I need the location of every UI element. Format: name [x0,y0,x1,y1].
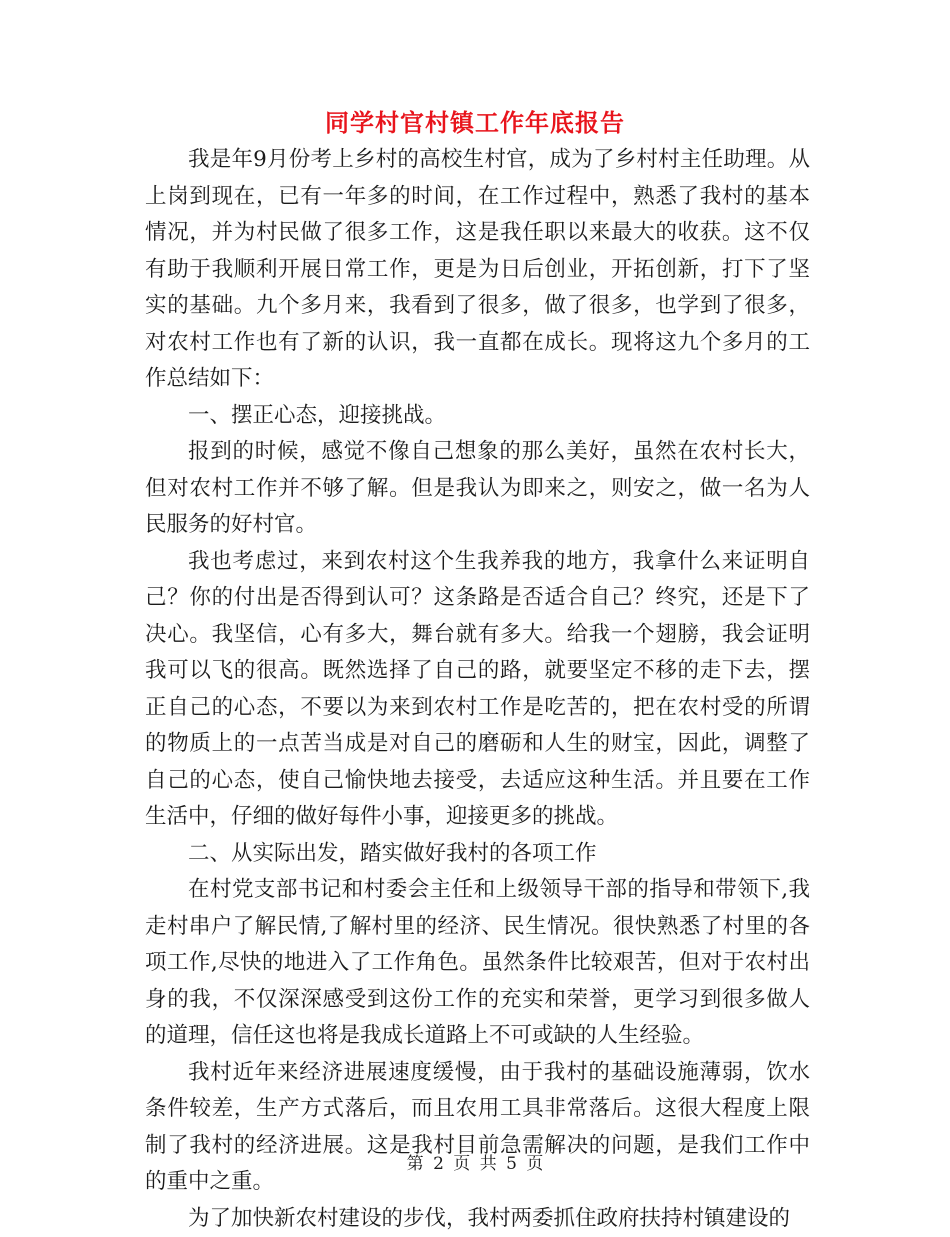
section-heading-2: 二、从实际出发，踏实做好我村的各项工作 [145,836,810,873]
paragraph-intro: 我是年9月份考上乡村的高校生村官，成为了乡村村主任助理。从上岗到现在，已有一年多的时间，在工作过程中，熟悉了我村的基本情况，并为村民做了很多工作，这是我任职以来最大的收获。这不仅有助于我顺利开展日常工作，更是为日后创业，开拓创新，打下了坚实的基础。九个多月来，我看到了很多，做了很多，也学到了很多，对农村工作也有了新的认识，我一直都在成长。现将这九个多月的工作总结如下： [145,142,810,398]
document-title: 同学村官村镇工作年底报告 [145,106,805,140]
paragraph-construction: 为了加快新农村建设的步伐，我村两委抓住政府扶持村镇建设的 [145,1201,810,1237]
paragraph-reporting: 报到的时候，感觉不像自己想象的那么美好，虽然在农村长大，但对农村工作并不够了解。但是我认为即来之，则安之，做一名为人民服务的好村官。 [145,434,810,544]
paragraph-economy: 我村近年来经济进展速度缓慢，由于我村的基础设施薄弱，饮水条件较差，生产方式落后，而且农用工具非常落后。这很大程度上限制了我村的经济进展。这是我村目前急需解决的问题，是我们工作中的重中之重。 [145,1055,810,1201]
paragraph-mindset: 我也考虑过，来到农村这个生我养我的地方，我拿什么来证明自己？你的付出是否得到认可？这条路是否适合自己？终究，还是下了决心。我坚信，心有多大，舞台就有多大。给我一个翅膀，我会证明我可以飞的很高。既然选择了自己的路，就要坚定不移的走下去，摆正自己的心态，不要以为来到农村工作是吃苦的，把在农村受的所谓的物质上的一点苦当成是对自己的磨砺和人生的财宝，因此，调整了自己的心态，使自己愉快地去接受，去适应这种生活。并且要在工作生活中，仔细的做好每件小事，迎接更多的挑战。 [145,544,810,836]
section-heading-1: 一、摆正心态，迎接挑战。 [145,398,810,435]
paragraph-village-work: 在村党支部书记和村委会主任和上级领导干部的指导和带领下,我走村串户了解民情,了解村里的经济、民生情况。很快熟悉了村里的各项工作,尽快的地进入了工作角色。虽然条件比较艰苦，但对于农村出身的我，不仅深深感受到这份工作的充实和荣誉，更学习到很多做人的道理，信任这也将是我成长道路上不可或缺的人生经验。 [145,872,810,1055]
document-body [145,142,810,1237]
page-footer: 第 2 页 共 5 页 [0,1152,950,1176]
